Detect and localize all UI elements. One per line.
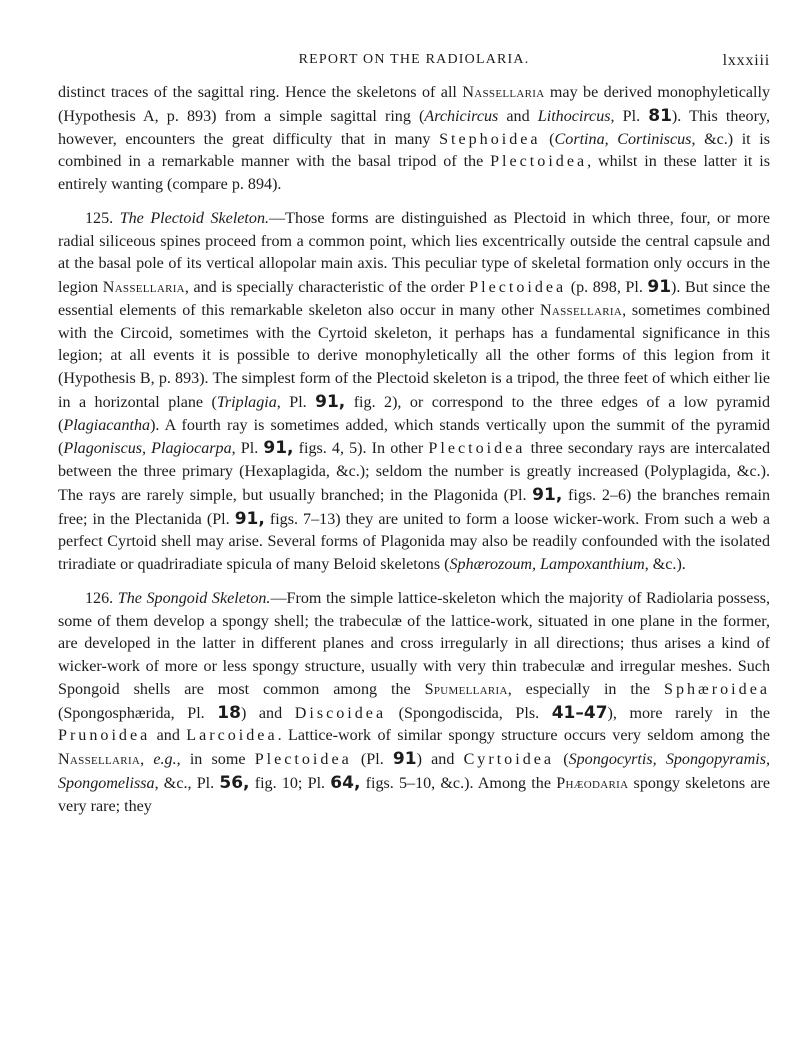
text-span: figs. 5–10, &c.). Among the (360, 774, 557, 792)
italic-genus: Plagoniscus, Plagiocarpa (63, 440, 232, 458)
spaced-order-name: Plectoidea (469, 279, 567, 296)
italic-genus: Spongocyrtis, Spongopyramis, Spongomelissa (58, 751, 770, 792)
spaced-order-name: Plectoidea (254, 751, 352, 768)
text-span: (Spongosphærida, Pl. (58, 704, 218, 722)
text-span: , &c.). (644, 556, 686, 573)
small-caps-term: Nassellaria (539, 301, 623, 319)
italic-abbreviation: e.g. (153, 751, 177, 768)
document-page (58, 52, 770, 1042)
text-span: figs. 2–6) the branches remain free; in the Plectanida (Pl. (58, 486, 770, 528)
running-title: REPORT ON THE RADIOLARIA. (298, 52, 530, 67)
italic-genus: Lithocircus (537, 107, 611, 125)
text-span: , Pl. (276, 393, 316, 411)
text-span: , whilst in these latter it is entirely wanting (compare p. 894). (58, 153, 770, 193)
text-span: , Pl. (231, 440, 264, 458)
text-span: , &c.) it is combined in a remarkable manner with the basal tripod of the (58, 130, 770, 171)
running-head (58, 52, 770, 82)
italic-genus: Triplagia (216, 393, 277, 411)
text-span: , and is specially characteristic of the order (184, 279, 470, 296)
text-span: , &c., Pl. (154, 774, 220, 792)
section-number: 126. (85, 589, 118, 607)
text-span: , especially in the (507, 680, 664, 698)
text-span: fig. 10; Pl. (249, 774, 331, 792)
italic-genus: Cortina, Cortiniscus (554, 130, 692, 148)
text-span: , (140, 751, 154, 768)
text-span: figs. 4, 5). In other (293, 440, 429, 458)
text-span: figs. 7–13) they are united to form a loose wicker-work. From such a web a perfect Cyrtoid shell may arise. Several forms of Plagonida may also be readily confounded with the isolated triradiate or quadriradiate spicula of many Beloid skeletons ( (58, 510, 770, 573)
text-span: (Spongodiscida, Pls. (386, 704, 552, 722)
small-caps-term: Nassellaria (102, 279, 185, 296)
plate-number: 56, (219, 772, 250, 793)
italic-genus: Archicircus (424, 107, 499, 125)
plate-number: 64, (330, 772, 361, 793)
text-span: and (498, 107, 538, 125)
plate-number: 41–47 (551, 702, 608, 723)
text-span: (Pl. (351, 751, 393, 768)
text-span: , sometimes combined with the Circoid, sometimes with the Cyrtoid skeleton, it perhaps has a fundamental significance in this legion; at all events it is possible to derive monophyletically all the other forms of this legion from it (Hypothesis B, p. 893). The simplest form of the Plectoid skeleton is a tripod, the three feet of which either lie in a horizontal plane ( (58, 301, 770, 411)
spaced-order-name: Plectoidea (490, 153, 588, 171)
italic-genus: Plagiacantha (63, 416, 151, 434)
spaced-order-name: Larcoidea (186, 727, 278, 745)
text-span: , in some (176, 751, 255, 768)
page-number: lxxxiii (722, 52, 770, 69)
text-span: ( (540, 130, 555, 148)
spaced-order-name: Cyrtoidea (463, 751, 555, 768)
section-heading: The Plectoid Skeleton. (119, 209, 270, 227)
section-number: 125. (85, 209, 120, 227)
plate-number: 91 (647, 277, 672, 297)
spaced-order-name: Plectoidea (428, 440, 526, 458)
plate-number: 91 (392, 749, 417, 769)
text-span: (p. 898, Pl. (566, 279, 648, 296)
spaced-order-name: Sphæroidea (664, 680, 770, 698)
spaced-order-name: Prunoidea (58, 727, 151, 745)
text-span: ). A fourth ray is sometimes added, which stands vertically upon the summit of the pyramid ( (58, 416, 770, 458)
plate-number: 91, (263, 438, 294, 459)
plate-number: 91, (532, 484, 563, 505)
text-span: ( (554, 751, 569, 768)
text-span: three secondary rays are intercalated between the three primary (Hexaplagida, &c.); seldom the number is greatly increased (Polyplagida, &c.). The rays are rarely simple, but usually branched; in the Plagonida (Pl. (58, 440, 770, 504)
spaced-order-name: Stephoidea (439, 130, 541, 148)
text-span: —From the simple lattice-skeleton which the majority of Radiolaria possess, some of them develop a spongy shell; the trabeculæ of the lattice-work, situated in one plane in the former, are developed in the latter in different planes and cross irregularly in all directions; thus arises a kind of wicker-work of more or less spongy structure, usually with very thin trabeculæ and irregular meshes. Such Spongoid shells are most common among the (58, 589, 770, 698)
text-span: ). This theory, however, encounters the great difficulty that in many (58, 107, 770, 148)
text-span: spongy skeletons are very rare; they (58, 774, 770, 815)
text-span: ). But since the essential elements of this remarkable skeleton also occur in many other (58, 279, 770, 319)
small-caps-term: Phæodaria (556, 774, 629, 792)
text-span: may be derived monophyletically (Hypothesis A, p. 893) from a simple sagittal ring ( (58, 84, 770, 125)
small-caps-term: Spumellaria (424, 680, 508, 698)
text-span: distinct traces of the sagittal ring. Hence the skeletons of all (58, 84, 463, 101)
plate-number: 18 (217, 702, 241, 723)
text-span: ), more rarely in the (607, 704, 770, 722)
paragraph-126-spongoid-skeleton (58, 588, 770, 819)
text-span: and (150, 727, 187, 745)
text-span: ) and (240, 704, 295, 722)
paragraph-125-plectoid-skeleton (58, 208, 770, 577)
text-span: . Lattice-work of similar spongy structure occurs very seldom among the (277, 727, 770, 745)
plate-number: 91, (234, 508, 265, 529)
plate-number: 81 (648, 105, 672, 126)
paragraph-sagittal-ring (58, 82, 770, 197)
spaced-order-name: Discoidea (294, 704, 387, 722)
small-caps-term: Nassellaria (58, 751, 141, 768)
text-span: —Those forms are distinguished as Plectoid in which three, four, or more radial siliceous spines proceed from a common point, which lies excentrically outside the central capsule and at the basal pole of its vertical allopolar main axis. This peculiar type of skeletal formation only occurs in the legion (58, 209, 770, 296)
section-heading: The Spongoid Skeleton. (117, 589, 271, 607)
italic-genus: Sphærozoum, Lampoxanthium (449, 556, 645, 573)
small-caps-term: Nassellaria (462, 84, 545, 101)
text-span: ) and (416, 751, 464, 768)
plate-number: 91, (315, 391, 346, 412)
text-span: fig. 2), or correspond to the three edges of a low pyramid ( (58, 393, 770, 434)
text-span: , Pl. (610, 107, 649, 125)
